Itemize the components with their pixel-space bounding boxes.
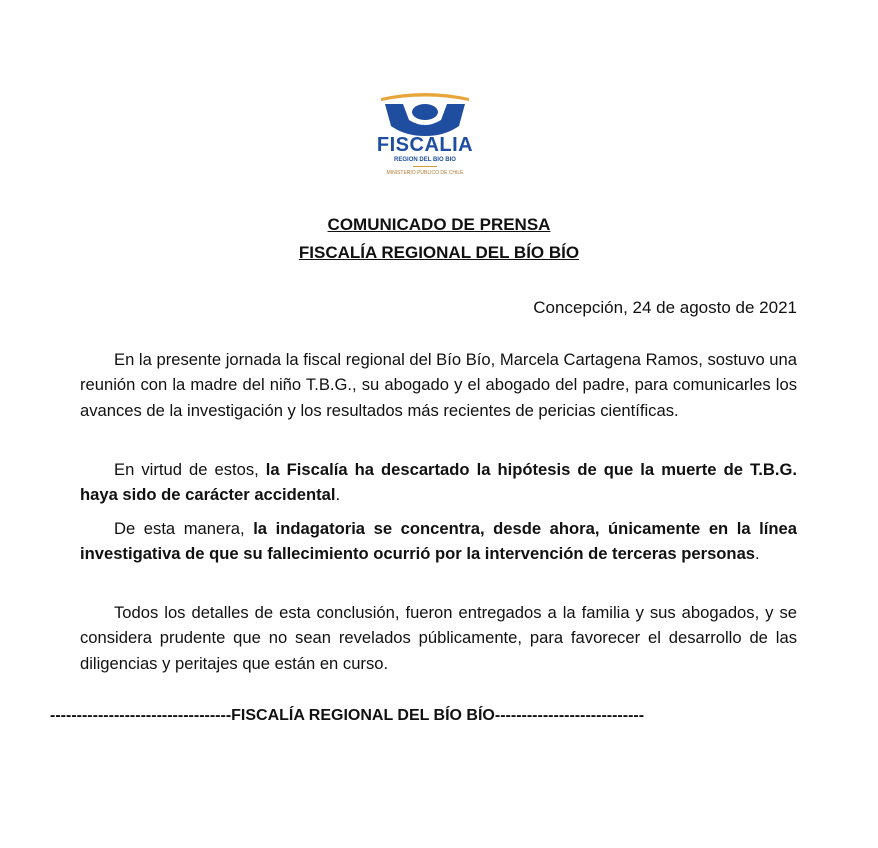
logo-text: FISCALIA bbox=[376, 134, 474, 156]
paragraph-text: En virtud de estos, bbox=[114, 460, 266, 479]
doc-date: Concepción, 24 de agosto de 2021 bbox=[533, 298, 797, 317]
paragraph-text: En la presente jornada la fiscal regional del Bío Bío, Marcela Cartagena Ramos, sostuvo una reunión con la madre del niño T.B.G., su abogado y el abogado del padre, para comunicarles los avances de la investigación y los resultados más recientes de pericias científicas. bbox=[80, 350, 797, 420]
paragraph-text: Todos los detalles de esta conclusión, fueron entregados a la familia y sus abogados, y se considera prudente que no sean revelados públicamente, para favorecer el desarrollo de las diligencias y peritajes que están en curso. bbox=[80, 603, 797, 673]
doc-footer: ----------------------------------FISCALÍA REGIONAL DEL BÍO BÍO---------------------------- bbox=[50, 707, 645, 724]
fiscalia-emblem-icon bbox=[355, 90, 495, 140]
paragraph-text: De esta manera, bbox=[114, 519, 254, 538]
paragraph-text: . bbox=[755, 544, 760, 564]
fiscalia-logo bbox=[355, 90, 495, 180]
doc-subtitle: FISCALÍA REGIONAL DEL BÍO BÍO bbox=[298, 243, 580, 262]
paragraph-3 bbox=[80, 516, 797, 567]
paragraph-4 bbox=[80, 600, 797, 676]
doc-title: COMUNICADO DE PRENSA bbox=[327, 215, 551, 234]
paragraph-1 bbox=[80, 347, 797, 423]
paragraph-bold-text: la indagatoria se concentra, desde ahora, únicamente en la línea investigativa de que su fallecimiento ocurrió por la intervención de terceras personas bbox=[80, 519, 797, 564]
paragraph-2 bbox=[80, 457, 797, 508]
logo-divider bbox=[413, 166, 437, 167]
paragraph-text: . bbox=[335, 485, 341, 505]
paragraph-bold-text: la Fiscalía ha descartado la hipótesis de que la muerte de T.B.G. haya sido de carácter accidental bbox=[80, 460, 797, 505]
logo-ministry: MINISTERIO PUBLICO DE CHILE bbox=[386, 170, 464, 176]
logo-region: REGION DEL BIO BIO bbox=[394, 157, 456, 163]
